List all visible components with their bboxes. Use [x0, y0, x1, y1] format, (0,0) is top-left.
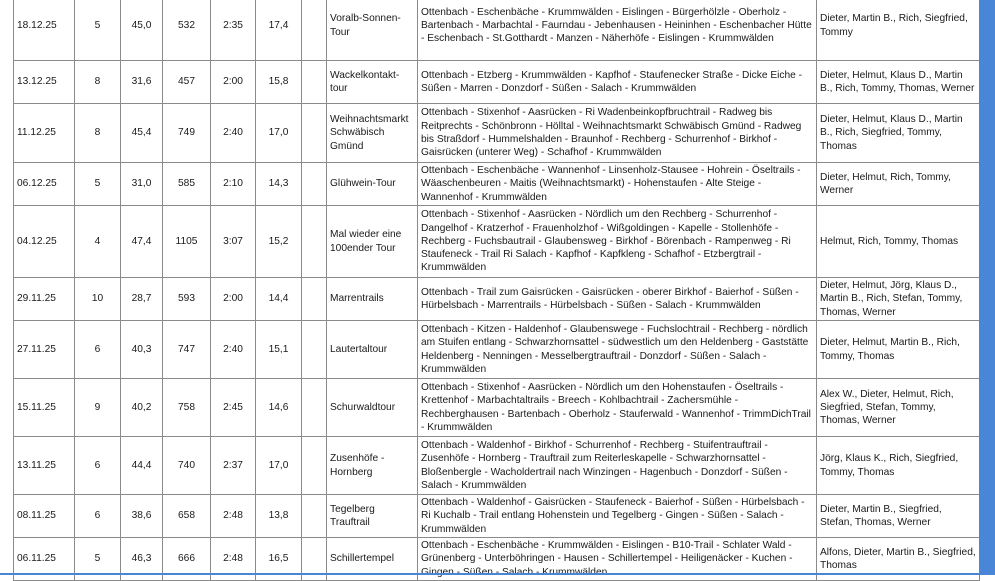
tour-elevation: 585 [163, 163, 211, 206]
tour-route: Ottenbach - Kitzen - Haldenhof - Glaubenswege - Fuchslochtrail - Rechberg - nördlich am Stuifen entlang - Schwarzhornsattel - südwestlich um den Heldenberg - Gaststätte Heldenberg - Nenningen - Messelbergtrauftrail - Donzdorf - Süßen - Salach - Krummwälden [418, 321, 817, 379]
tour-riders: 8 [75, 61, 121, 104]
tour-log-table [13, 0, 980, 581]
tour-row [14, 0, 980, 61]
tour-name: Tegelberg Trauftrail [327, 495, 418, 538]
tour-distance: 46,3 [121, 538, 163, 581]
tour-distance: 38,6 [121, 495, 163, 538]
tour-participants: Alex W., Dieter, Helmut, Rich, Siegfried, Stefan, Tommy, Thomas, Werner [817, 379, 980, 437]
tour-riders: 4 [75, 206, 121, 278]
tour-riders: 6 [75, 321, 121, 379]
tour-date: 15.11.25 [14, 379, 75, 437]
tour-date: 11.12.25 [14, 104, 75, 163]
tour-route: Ottenbach - Eschenbäche - Wannenhof - Linsenholz-Stausee - Hohrein - Öseltrails - Wäaschenbeuren - Maitis (Weihnachtsmarkt) - Hohenstaufen - Alte Steige - Wannenhof - Krummwälden [418, 163, 817, 206]
tour-row [14, 61, 980, 104]
tour-elevation: 758 [163, 379, 211, 437]
tour-route: Ottenbach - Trail zum Gaisrücken - Gaisrücken - oberer Birkhof - Baierhof - Süßen - Hürbelsbach - Marrentrails - Hürbelsbach - Süßen - Salach - Krummwälden [418, 278, 817, 321]
tour-participants: Dieter, Helmut, Klaus D., Martin B., Rich, Tommy, Thomas, Werner [817, 61, 980, 104]
tour-date: 08.11.25 [14, 495, 75, 538]
tour-row [14, 495, 980, 538]
tour-row [14, 206, 980, 278]
tour-duration: 2:45 [211, 379, 256, 437]
tour-elevation: 749 [163, 104, 211, 163]
tour-speed: 14,3 [256, 163, 302, 206]
tour-participants: Dieter, Helmut, Martin B., Rich, Tommy, Thomas [817, 321, 980, 379]
tour-distance: 44,4 [121, 437, 163, 495]
tour-distance: 45,4 [121, 104, 163, 163]
tour-row [14, 104, 980, 163]
tour-elevation: 532 [163, 0, 211, 61]
tour-row [14, 437, 980, 495]
tour-participants: Helmut, Rich, Tommy, Thomas [817, 206, 980, 278]
window-edge-bar [979, 0, 995, 575]
tour-date: 06.11.25 [14, 538, 75, 581]
tour-distance: 31,0 [121, 163, 163, 206]
tour-participants: Jörg, Klaus K., Rich, Siegfried, Tommy, Thomas [817, 437, 980, 495]
tour-date: 06.12.25 [14, 163, 75, 206]
tour-spacer-cell [302, 278, 327, 321]
tour-speed: 15,1 [256, 321, 302, 379]
tour-speed: 15,8 [256, 61, 302, 104]
tour-speed: 16,5 [256, 538, 302, 581]
tour-speed: 17,4 [256, 0, 302, 61]
tour-riders: 5 [75, 538, 121, 581]
tour-date: 18.12.25 [14, 0, 75, 61]
tour-name: Weihnachtsmarkt Schwäbisch Gmünd [327, 104, 418, 163]
tour-speed: 14,6 [256, 379, 302, 437]
tour-riders: 10 [75, 278, 121, 321]
tour-row [14, 321, 980, 379]
tour-duration: 3:07 [211, 206, 256, 278]
tour-speed: 17,0 [256, 437, 302, 495]
tour-name: Marrentrails [327, 278, 418, 321]
tour-distance: 45,0 [121, 0, 163, 61]
tour-spacer-cell [302, 61, 327, 104]
tour-name: Mal wieder eine 100ender Tour [327, 206, 418, 278]
tour-elevation: 740 [163, 437, 211, 495]
tour-riders: 9 [75, 379, 121, 437]
tour-name: Glühwein-Tour [327, 163, 418, 206]
tour-row [14, 379, 980, 437]
tour-spacer-cell [302, 321, 327, 379]
tour-duration: 2:00 [211, 61, 256, 104]
tour-name: Voralb-Sonnen-Tour [327, 0, 418, 61]
tour-riders: 8 [75, 104, 121, 163]
tour-spacer-cell [302, 0, 327, 61]
tour-participants: Dieter, Martin B., Siegfried, Stefan, Thomas, Werner [817, 495, 980, 538]
tour-duration: 2:40 [211, 321, 256, 379]
tour-duration: 2:48 [211, 495, 256, 538]
tour-riders: 5 [75, 0, 121, 61]
tour-distance: 47,4 [121, 206, 163, 278]
tour-riders: 5 [75, 163, 121, 206]
tour-route: Ottenbach - Waldenhof - Gaisrücken - Staufeneck - Baierhof - Süßen - Hürbelsbach - Ri Kuchalb - Trail entlang Hohenstein und Tegelberg - Gingen - Süßen - Salach - Krummwälden [418, 495, 817, 538]
tour-route: Ottenbach - Eschenbäche - Krummwälden - Eislingen - B10-Trail - Schlater Wald - Grünenberg - Unterböhringen - Hausen - Schillertempel - Heiligenäcker - Kuchen - [418, 538, 817, 581]
tour-date: 27.11.25 [14, 321, 75, 379]
tour-date: 13.11.25 [14, 437, 75, 495]
tour-route: Ottenbach - Eschenbäche - Krummwälden - Eislingen - Bürgerhölzle - Oberholz - Bartenbach - Marbachtal - Faurndau - Jebenhausen - Heininhen - Eschenbacher Hütte - Eschenbach - St.Gotthardt - Manzen - Näherhöfe - Eislingen - Krummwälden [418, 0, 817, 61]
tour-spacer-cell [302, 206, 327, 278]
tour-spacer-cell [302, 495, 327, 538]
tour-row [14, 278, 980, 321]
tour-distance: 28,7 [121, 278, 163, 321]
tour-date: 13.12.25 [14, 61, 75, 104]
tour-route: Ottenbach - Stixenhof - Aasrücken - Ri Wadenbeinkopfbruchtrail - Radweg bis Reitprechts - Schönbronn - Hölltal - Weihnachtsmarkt Schwäbisch Gmünd - Radweg bis Straßdorf - Hummelshalden - Braunhof - Rechberg - Schurrenhof - Birkhof - Gaisrücken (unterer Weg) - Schafhof - Krummwälden [418, 104, 817, 163]
tour-distance: 40,2 [121, 379, 163, 437]
tour-spacer-cell [302, 437, 327, 495]
tour-participants: Dieter, Helmut, Klaus D., Martin B., Rich, Siegfried, Tommy, Thomas [817, 104, 980, 163]
tour-duration: 2:48 [211, 538, 256, 581]
tour-name: Wackelkontakt-tour [327, 61, 418, 104]
tour-elevation: 666 [163, 538, 211, 581]
tour-duration: 2:35 [211, 0, 256, 61]
tour-name: Schillertempel [327, 538, 418, 581]
tour-duration: 2:37 [211, 437, 256, 495]
tour-riders: 6 [75, 495, 121, 538]
tour-elevation: 658 [163, 495, 211, 538]
tour-route: Ottenbach - Waldenhof - Birkhof - Schurrenhof - Rechberg - Stuifentrauftrail - Zusenhöfe - Hornberg - Trauftrail zum Reiterleskapelle - Schwarzhornsattel - Bloßenbergle - Wacholdertrail nach Winzingen - Hagenbuch - Donzdorf - Süßen - Salach - Krummwälden [418, 437, 817, 495]
tour-elevation: 593 [163, 278, 211, 321]
tour-speed: 13,8 [256, 495, 302, 538]
tour-row [14, 163, 980, 206]
tour-name: Lautertaltour [327, 321, 418, 379]
tour-rows [14, 0, 980, 581]
tour-speed: 15,2 [256, 206, 302, 278]
tour-elevation: 1105 [163, 206, 211, 278]
tour-participants: Dieter, Helmut, Rich, Tommy, Werner [817, 163, 980, 206]
tour-speed: 17,0 [256, 104, 302, 163]
tour-spacer-cell [302, 104, 327, 163]
tour-riders: 6 [75, 437, 121, 495]
tour-route: Ottenbach - Stixenhof - Aasrücken - Nördlich um den Rechberg - Schurrenhof - Dangelhof - Kratzerhof - Frauenholzhof - Wißgoldingen - Kapelle - Stollenhöfe - Rechberg - Fuchsbautrail - Glaubensweg - Birkhof - Börenbach - Rampenweg - Ri Staufeneck - Trail Ri Salach - Kapfhof - Kapfkleng - Schafhof - Etzbergtrail - Krummwälden [418, 206, 817, 278]
tour-name: Schurwaldtour [327, 379, 418, 437]
tour-name: Zusenhöfe - Hornberg [327, 437, 418, 495]
tour-duration: 2:40 [211, 104, 256, 163]
tour-participants: Alfons, Dieter, Martin B., Siegfried, Thomas [817, 538, 980, 581]
tour-speed: 14,4 [256, 278, 302, 321]
tour-elevation: 747 [163, 321, 211, 379]
tour-duration: 2:00 [211, 278, 256, 321]
tour-duration: 2:10 [211, 163, 256, 206]
tour-route: Ottenbach - Etzberg - Krummwälden - Kapfhof - Staufenecker Straße - Dicke Eiche - Süßen - Marren - Donzdorf - Süßen - Salach - Krummwälden [418, 61, 817, 104]
tour-spacer-cell [302, 163, 327, 206]
tour-date: 29.11.25 [14, 278, 75, 321]
tour-elevation: 457 [163, 61, 211, 104]
tour-distance: 31,6 [121, 61, 163, 104]
tour-participants: Dieter, Helmut, Jörg, Klaus D., Martin B., Rich, Stefan, Tommy, Thomas, Werner [817, 278, 980, 321]
tour-date: 04.12.25 [14, 206, 75, 278]
tour-spacer-cell [302, 379, 327, 437]
tour-participants: Dieter, Martin B., Rich, Siegfried, Tommy [817, 0, 980, 61]
tour-distance: 40,3 [121, 321, 163, 379]
tour-route: Ottenbach - Stixenhof - Aasrücken - Nördlich um den Hohenstaufen - Öseltrails - Krettenhof - Marbachtaltrails - Breech - Kohlbachtrail - Zachersmühle - Rechberghausen - Bartenbach - Oberholz - Stauferwald - Wannenhof - TrimmDichTrail - Krummwälden [418, 379, 817, 437]
